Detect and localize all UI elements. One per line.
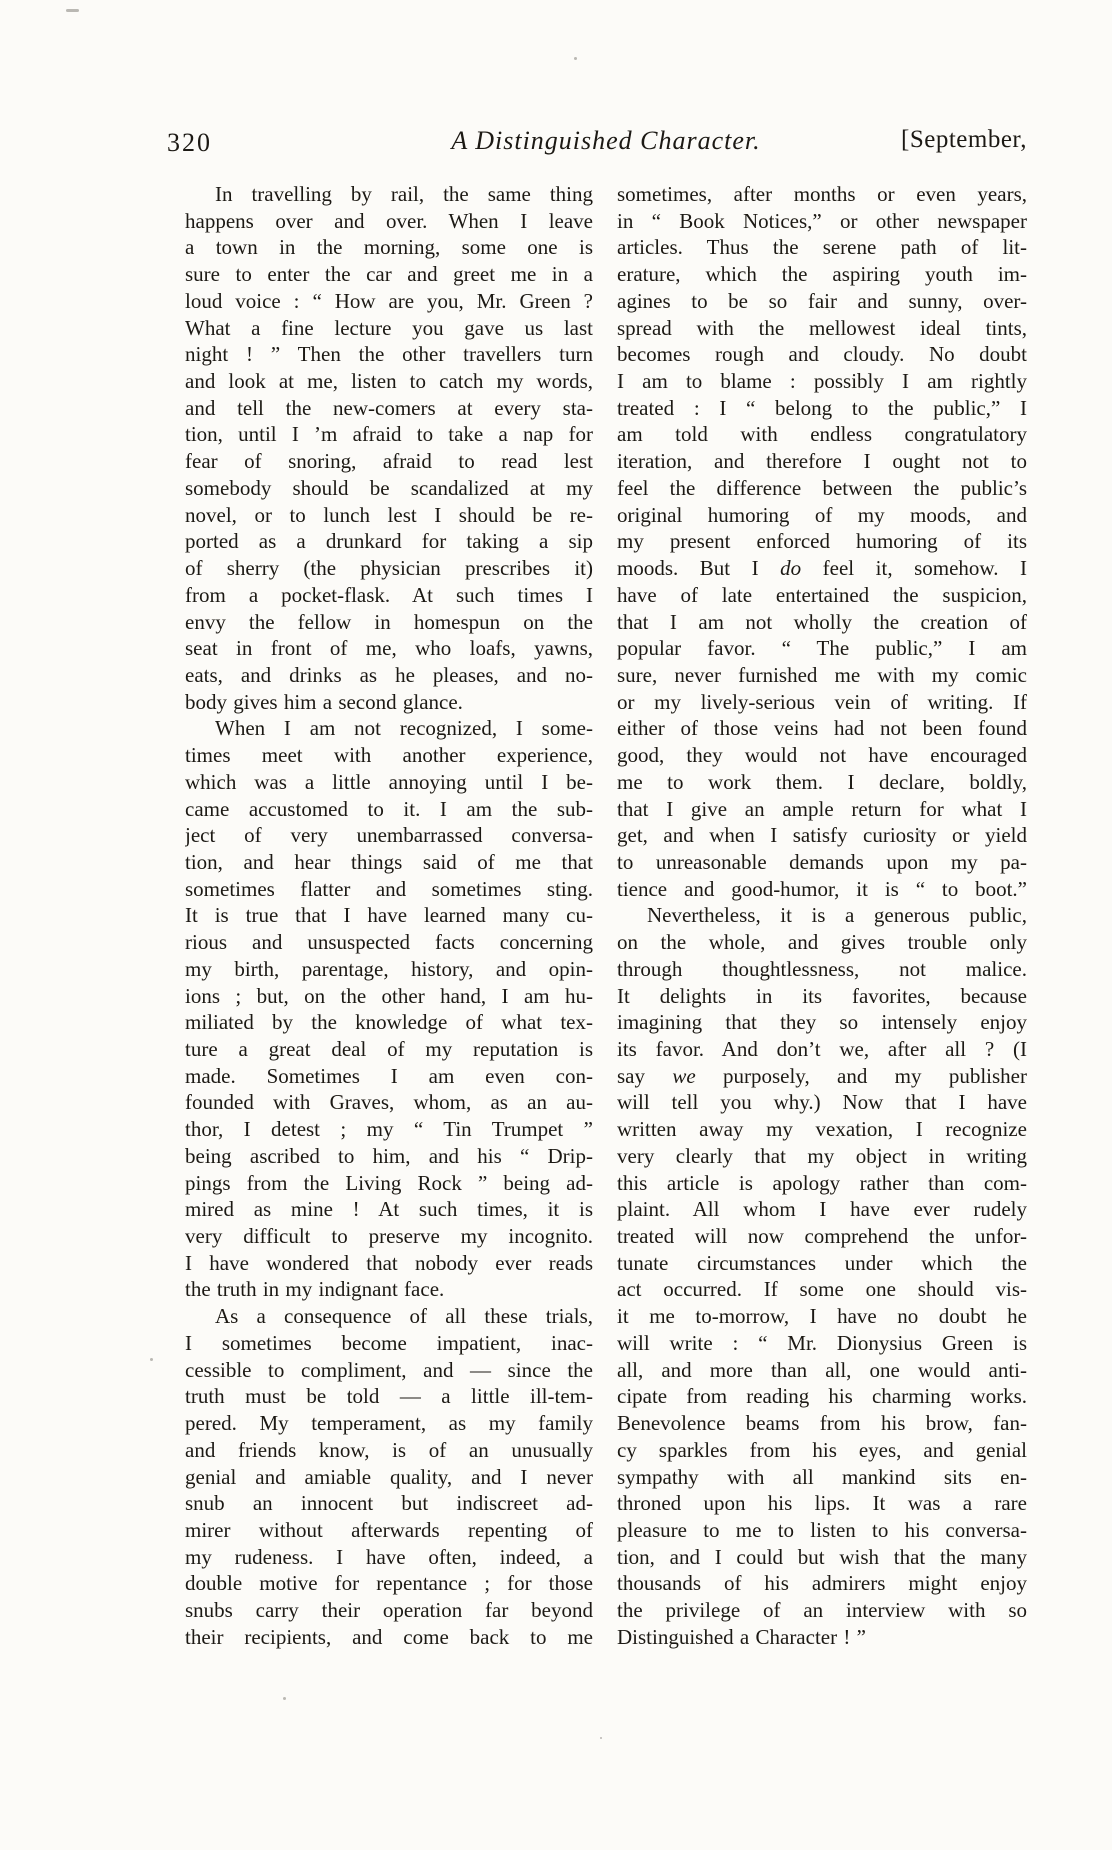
text-line: have of late entertained the suspicion, — [617, 582, 1027, 607]
text-line: sure, never furnished me with my comic — [617, 662, 1027, 687]
left-column — [185, 181, 593, 1651]
text-line: all, and more than all, one would anti- — [617, 1357, 1027, 1382]
text-line: seat in front of me, who loafs, yawns, — [185, 636, 593, 661]
text-line: truth must be told — a little ill-tem- — [185, 1384, 593, 1409]
text-line: spread with the mellowest ideal tints, — [617, 315, 1027, 340]
text-line: and look at me, listen to catch my words, — [185, 369, 593, 394]
text-line: iteration, and therefore I ought not to — [617, 449, 1027, 474]
running-title: A Distinguished Character. — [451, 126, 761, 155]
text-line: ject of very unembarrassed conversa- — [185, 823, 593, 848]
text-line: It is true that I have learned many cu- — [185, 903, 593, 928]
text-line: the truth in my indignant face. — [185, 1277, 445, 1302]
text-line: sometimes flatter and sometimes sting. — [185, 876, 593, 901]
text-line: ported as a drunkard for taking a sip — [185, 529, 593, 554]
text-line: or my lively-serious vein of writing. If — [617, 689, 1027, 714]
text-line: through thoughtlessness, not malice. — [617, 956, 1027, 981]
text-line: It delights in its favorites, because — [617, 983, 1027, 1008]
text-line: miliated by the knowledge of what tex- — [185, 1010, 593, 1035]
text-line: pered. My temperament, as my family — [185, 1411, 593, 1436]
text-line: feel the difference between the public’s — [617, 475, 1027, 500]
text-line: What a fine lecture you gave us last — [185, 315, 593, 340]
text-line: being ascribed to him, and his “ Drip- — [185, 1143, 593, 1168]
text-line: its favor. And don’t we, after all ? (I — [617, 1037, 1027, 1061]
scan-speck — [283, 1697, 286, 1700]
text-line: treated : I “ belong to the public,” I — [617, 395, 1027, 420]
text-line: agines to be so fair and sunny, over- — [617, 288, 1027, 313]
text-line: original humoring of my moods, and — [617, 502, 1027, 527]
text-line: came accustomed to it. I am the sub- — [185, 796, 593, 821]
text-line: tion, and hear things said of me that — [185, 849, 593, 874]
text-line: cy sparkles from his eyes, and genial — [617, 1437, 1027, 1462]
text-line: of sherry (the physician prescribes it) — [185, 556, 593, 581]
scan-speck — [150, 1358, 153, 1361]
text-line: either of those veins had not been found — [617, 716, 1027, 741]
text-line: As a consequence of all these trials, — [215, 1304, 593, 1329]
text-line: ture a great deal of my reputation is — [185, 1037, 593, 1061]
text-line: the privilege of an interview with so — [617, 1598, 1027, 1623]
text-line: act occurred. If some one should vis- — [617, 1277, 1027, 1302]
scan-speck — [66, 9, 79, 12]
text-line: a town in the morning, some one is — [185, 235, 593, 260]
text-line: erature, which the aspiring youth im- — [617, 262, 1027, 287]
text-line: fear of snoring, afraid to read lest — [185, 449, 593, 474]
text-line: I sometimes become impatient, inac- — [185, 1330, 593, 1355]
text-line: body gives him a second glance. — [185, 689, 463, 714]
issue-date: [September, — [901, 126, 1027, 153]
text-line: and tell the new-comers at every sta- — [185, 395, 593, 420]
text-line: sometimes, after months or even years, — [617, 182, 1027, 206]
text-line: sure to enter the car and greet me in a — [185, 262, 593, 287]
text-line: that I give an ample return for what I — [617, 796, 1027, 821]
text-line: moods. But I do feel it, somehow. I — [617, 556, 1027, 581]
text-line: cipate from reading his charming works. — [617, 1384, 1027, 1409]
text-line: somebody should be scandalized at my — [185, 475, 593, 500]
text-line: it me to-morrow, I have no doubt he — [617, 1304, 1027, 1329]
text-line: imagining that they so intensely enjoy — [617, 1010, 1027, 1035]
right-column — [617, 181, 1027, 1651]
text-line: my rudeness. I have often, indeed, a — [185, 1544, 593, 1569]
text-line: envy the fellow in homespun on the — [185, 609, 593, 634]
text-line: pleasure to me to listen to his conversa- — [617, 1517, 1027, 1542]
text-line: happens over and over. When I leave — [185, 208, 593, 233]
text-line: popular favor. “ The public,” I am — [617, 636, 1027, 661]
text-line: genial and amiable quality, and I never — [185, 1464, 593, 1489]
text-line: I have wondered that nobody ever reads — [185, 1250, 593, 1275]
text-line: their recipients, and come back to me — [185, 1624, 593, 1649]
text-line: When I am not recognized, I some- — [215, 716, 593, 741]
text-line: snub an innocent but indiscreet ad- — [185, 1491, 593, 1516]
text-line: mired as mine ! At such times, it is — [185, 1197, 593, 1222]
text-line: Nevertheless, it is a generous public, — [647, 903, 1027, 928]
text-line: tion, and I could but wish that the many — [617, 1544, 1027, 1569]
text-line: my present enforced humoring of its — [617, 529, 1027, 554]
text-line: this article is apology rather than com- — [617, 1170, 1027, 1195]
text-line: say we purposely, and my publisher — [617, 1063, 1027, 1088]
text-line: written away my vexation, I recognize — [617, 1117, 1027, 1142]
text-line: night ! ” Then the other travellers turn — [185, 342, 593, 367]
text-line: snubs carry their operation far beyond — [185, 1598, 593, 1623]
text-line: Benevolence beams from his brow, fan- — [617, 1411, 1027, 1436]
text-line: tion, until I ’m afraid to take a nap for — [185, 422, 593, 447]
text-line: ions ; but, on the other hand, I am hu- — [185, 983, 593, 1008]
scan-speck — [574, 57, 577, 60]
text-line: eats, and drinks as he pleases, and no- — [185, 662, 593, 687]
text-line: good, they would not have encouraged — [617, 743, 1027, 768]
text-line: thousands of his admirers might enjoy — [617, 1571, 1027, 1596]
text-line: sympathy with all mankind sits en- — [617, 1464, 1027, 1489]
text-line: get, and when I satisfy curiosity or yield — [617, 823, 1027, 848]
text-line: loud voice : “ How are you, Mr. Green ? — [185, 288, 593, 313]
text-line: very clearly that my object in writing — [617, 1143, 1027, 1168]
text-line: I am to blame : possibly I am rightly — [617, 369, 1027, 394]
text-line: will write : “ Mr. Dionysius Green is — [617, 1330, 1027, 1355]
text-line: cessible to compliment, and — since the — [185, 1357, 593, 1382]
text-columns — [185, 181, 1027, 1651]
text-line: articles. Thus the serene path of lit- — [617, 235, 1027, 260]
text-line: In travelling by rail, the same thing — [215, 182, 593, 206]
text-line: which was a little annoying until I be- — [185, 769, 593, 794]
text-line: tunate circumstances under which the — [617, 1250, 1027, 1275]
text-line: treated will now comprehend the unfor- — [617, 1224, 1027, 1249]
running-header — [167, 126, 1027, 162]
text-line: me to work them. I declare, boldly, — [617, 769, 1027, 794]
text-line: to unreasonable demands upon my pa- — [617, 849, 1027, 874]
text-line: from a pocket-flask. At such times I — [185, 582, 593, 607]
text-line: plaint. All whom I have ever rudely — [617, 1197, 1027, 1222]
text-line: thor, I detest ; my “ Tin Trumpet ” — [185, 1117, 593, 1142]
text-line: tience and good-humor, it is “ to boot.” — [617, 876, 1027, 901]
text-line: very difficult to preserve my incognito. — [185, 1224, 593, 1249]
text-line: novel, or to lunch lest I should be re- — [185, 502, 593, 527]
text-line: will tell you why.) Now that I have — [617, 1090, 1027, 1115]
text-line: mirer without afterwards repenting of — [185, 1517, 593, 1542]
text-line: founded with Graves, whom, as an au- — [185, 1090, 593, 1115]
text-line: in “ Book Notices,” or other newspaper — [617, 208, 1027, 233]
text-line: that I am not wholly the creation of — [617, 609, 1027, 634]
text-line: becomes rough and cloudy. No doubt — [617, 342, 1027, 367]
text-line: made. Sometimes I am even con- — [185, 1063, 593, 1088]
text-line: rious and unsuspected facts concerning — [185, 930, 593, 955]
text-line: and friends know, is of an unusually — [185, 1437, 593, 1462]
scan-speck — [600, 1737, 602, 1739]
text-line: on the whole, and gives trouble only — [617, 930, 1027, 955]
text-line: pings from the Living Rock ” being ad- — [185, 1170, 593, 1195]
page-number: 320 — [167, 128, 212, 157]
text-line: double motive for repentance ; for those — [185, 1571, 593, 1596]
text-line: am told with endless congratulatory — [617, 422, 1027, 447]
text-line: times meet with another experience, — [185, 743, 593, 768]
text-line: Distinguished a Character ! ” — [617, 1624, 866, 1649]
text-line: my birth, parentage, history, and opin- — [185, 956, 593, 981]
text-line: throned upon his lips. It was a rare — [617, 1491, 1027, 1516]
